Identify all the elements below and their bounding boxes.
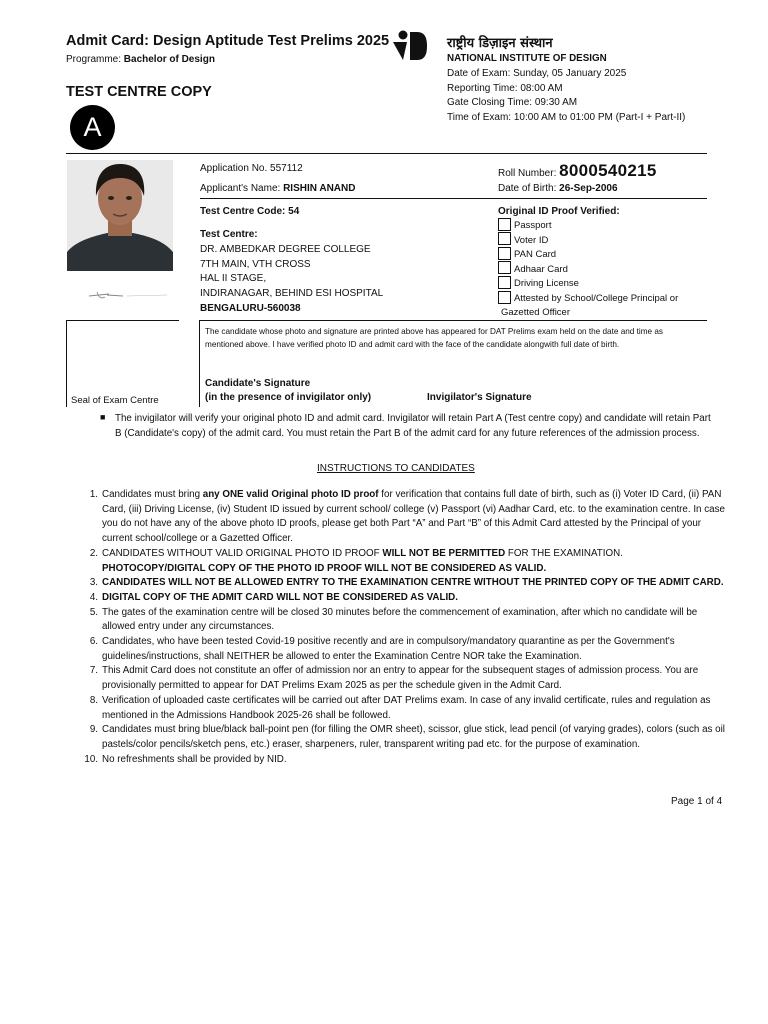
applicant-name: Applicant's Name: RISHIN ANAND [200,183,356,194]
details-divider [200,198,707,199]
copy-label: TEST CENTRE COPY [66,84,212,100]
candidate-signature-label: Candidate's Signature [205,378,311,389]
instruction-item: 1. Candidates must bring any ONE valid Original photo ID proof for verification that contains full date of birth, such as (i) Voter ID Card, (ii) PAN Card, (iii) Driving License, (iv) Student ID issued by current school/ college (v) Passport (vi) Aadhar Card, etc. to the examination centre. In case you do not have any of the above photo ID proofs, please get both Part “A” and Part “B” of this Admit Card attested by the Principal of your current school/college or a Gazetted Officer. [89,489,725,545]
reporting-time: Reporting Time: 08:00 AM [447,83,563,94]
attested-option: Attested by School/College Principal or [514,293,679,304]
centre-address-line: HAL II STAGE, [200,273,267,284]
instruction-item: 10. No refreshments shall be provided by NID. [84,753,287,765]
pan-card-checkbox[interactable] [498,247,511,260]
driving-license-checkbox[interactable] [498,276,511,289]
date-of-birth: Date of Birth: 26-Sep-2006 [498,183,618,194]
passport-option: Passport [514,220,552,231]
instructions-title: INSTRUCTIONS TO CANDIDATES [317,463,475,474]
candidate-signature-note: (in the presence of invigilator only) [205,392,372,403]
centre-address-line: 7TH MAIN, VTH CROSS [200,259,311,270]
instruction-item: 3. CANDIDATES WILL NOT BE ALLOWED ENTRY TO THE EXAMINATION CENTRE WITHOUT THE PRINTED COPY OF THE ADMIT CARD. [89,577,724,589]
programme-line [66,54,215,65]
bullet-icon: ■ [100,412,106,422]
test-centre-code: Test Centre Code: 54 [200,206,300,217]
institute-name: NATIONAL INSTITUTE OF DESIGN [447,53,607,64]
centre-address-line: INDIRANAGAR, BEHIND ESI HOSPITAL [200,288,384,299]
gazetted-officer-option: Gazetted Officer [501,307,570,318]
centre-city: BENGALURU-560038 [200,303,301,314]
id-proof-label: Original ID Proof Verified: [498,206,620,217]
pan-card-option: PAN Card [514,249,557,260]
adhaar-card-option: Adhaar Card [514,264,568,275]
time-of-exam: Time of Exam: 10:00 AM to 01:00 PM (Part-I + Part-II) [447,112,686,123]
seal-box-top [66,320,179,321]
adhaar-card-checkbox[interactable] [498,261,511,274]
document-title: Admit Card: Design Aptitude Test Prelims 2025 [66,33,390,49]
instruction-item: 7. This Admit Card does not constitute an offer of admission nor an entry to appear for the subsequent stages of admission process. You are provisionally permitted to appear for DAT Prelims Exam 2025 as per the schedule given in the Admit Card. [89,665,699,692]
invigilator-note: The invigilator will verify your original photo ID and admit card. Invigilator will retain Part A (Test centre copy) and candidate will retain Part B (Candidate's copy) of the admit card. You must retain the Part B of the admit card for any future references of the admission process. [115,413,711,439]
centre-address-line: DR. AMBEDKAR DEGREE COLLEGE [200,244,371,255]
application-number: Application No. 557112 [200,163,303,174]
instruction-item: 6. Candidates, who have been tested Covid-19 positive recently and are in compulsory/mandatory quarantine as per the Government's guidelines/instructions, shall NEITHER be allowed to enter the Examination Centre NOR take the Examination. [89,636,675,662]
attested-checkbox[interactable] [498,291,511,304]
seal-box-left [66,320,67,407]
gate-closing-time: Gate Closing Time: 09:30 AM [447,97,578,108]
instructions-list [78,488,728,767]
institute-name-hindi: राष्ट्रीय डिज़ाइन संस्थान [447,36,553,51]
programme-value: Bachelor of Design [123,54,215,65]
instruction-item: 8. Verification of uploaded caste certificates will be carried out after DAT Prelims exam. In case of any invalid certificate, rules and regulation as mentioned in the Admissions Handbook 2025-26 shall be followed. [89,694,711,721]
invigilator-signature-label: Invigilator's Signature [427,392,532,403]
verification-statement: The candidate whose photo and signature are printed above has appeared for DAT Prelims exam held on the date and time as mentioned above. I have verified photo ID and admit card with the face of the candidate alongwith full date of birth. [205,327,664,349]
test-centre-label: Test Centre: [200,229,258,240]
driving-license-option: Driving License [514,278,579,289]
voter-id-option: Voter ID [514,235,549,246]
instruction-item: 2. CANDIDATES WITHOUT VALID ORIGINAL PHOTO ID PROOF WILL NOT BE PERMITTED FOR THE EXAMINATION. PHOTOCOPY/DIGITAL COPY OF THE PHOTO ID PROOF WILL NOT BE CONSIDERED AS VALID. [89,547,623,574]
verification-box-top [200,320,707,321]
seal-of-exam-centre-label: Seal of Exam Centre [71,395,159,406]
instruction-item: 5. The gates of the examination centre will be closed 30 minutes before the commencement of examination, after which no candidate will be allowed entry under any circumstances. [89,606,698,633]
instruction-item: 4. DIGITAL COPY OF THE ADMIT CARD WILL NOT BE CONSIDERED AS VALID. [89,591,458,603]
instruction-item: 9. Candidates must bring blue/black ball-point pen (for filling the OMR sheet), scissor, glue stick, lead pencil (of varying grades), colors (such as oil pastels/color pencils/sketch pens, etc.) eraser, sharpeners, ruler, transparent writing pad etc. for the purpose of examination. [89,724,725,750]
person-icon [67,160,173,271]
programme-label: Programme: [66,54,122,65]
candidate-signature-image [67,280,173,310]
part-a-badge: A [70,105,115,150]
verification-box-left [199,320,200,407]
passport-checkbox[interactable] [498,218,511,231]
roll-number: Roll Number: 8000540215 [498,161,657,180]
voter-id-checkbox[interactable] [498,232,511,245]
candidate-photo [67,160,173,271]
page-number: Page 1 of 4 [671,796,723,807]
date-of-exam: Date of Exam: Sunday, 05 January 2025 [447,68,627,79]
header-divider [66,153,707,154]
nid-logo-icon [390,29,428,63]
